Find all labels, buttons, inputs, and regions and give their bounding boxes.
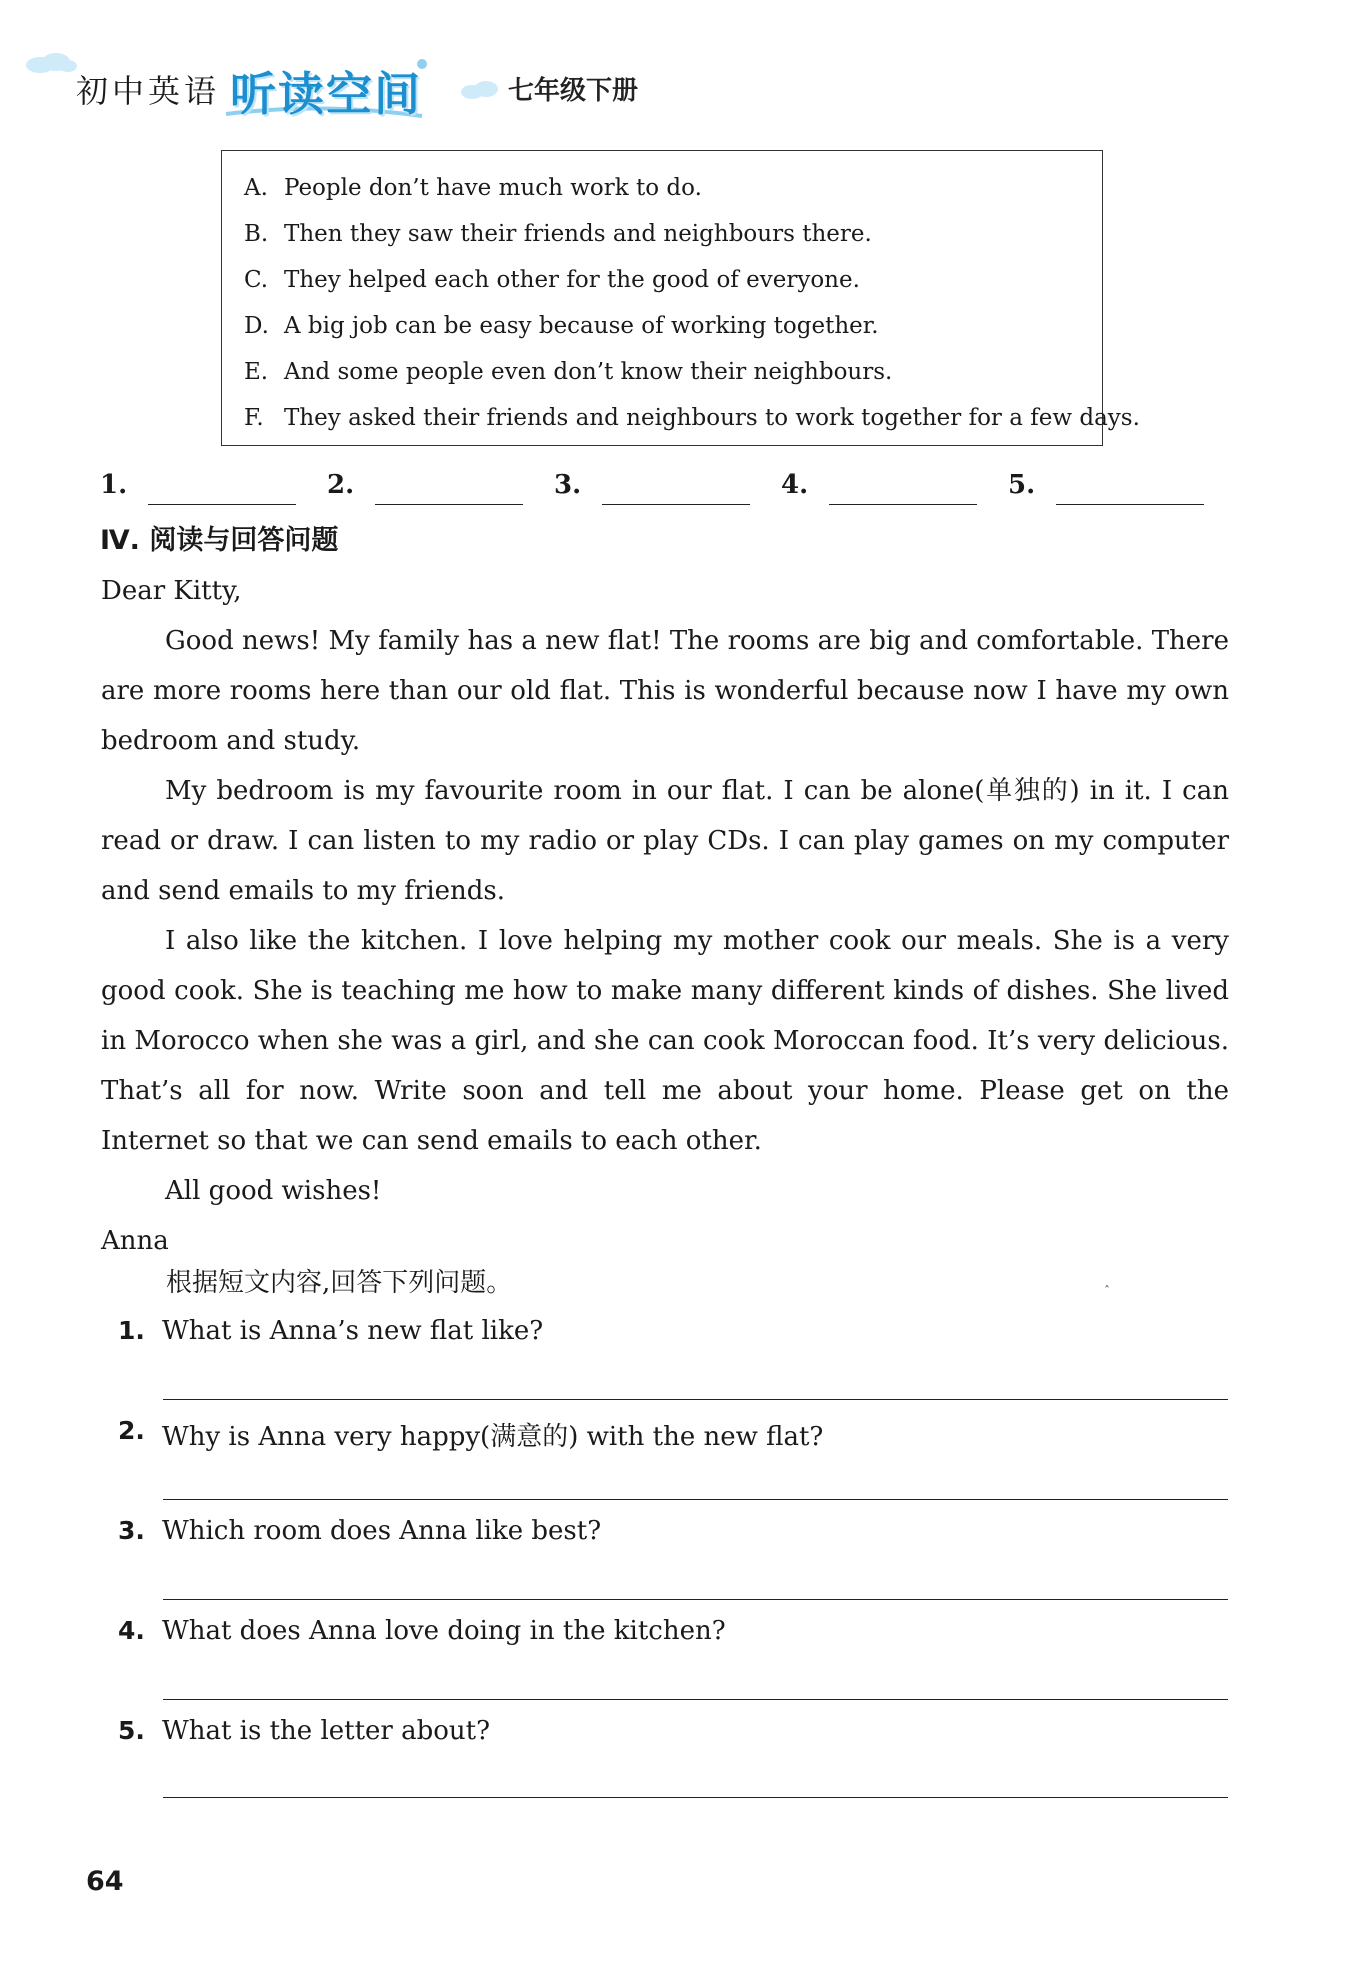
letter-paragraph: My bedroom is my favourite room in our flat. I can be alone(单独的) in it. I can read or draw. I can listen to my radio or play CDs. I can play games on my computer and send emails to my friends.: [101, 776, 1229, 906]
answer-blanks-row: [100, 468, 1230, 508]
question-text: Which room does Anna like best?: [162, 1516, 602, 1546]
blank-number: 5.: [1008, 470, 1036, 500]
answer-line[interactable]: [163, 1399, 1228, 1400]
answer-line[interactable]: [163, 1699, 1228, 1700]
options-box: [221, 150, 1140, 446]
letter-signature: Anna: [101, 1226, 169, 1256]
question-item: [118, 1516, 1228, 1576]
question-item: [118, 1416, 1228, 1476]
blank-number: 3.: [554, 470, 582, 500]
grade-label: 七年级下册: [508, 76, 639, 106]
option-text: People don’t have much work to do.: [284, 175, 702, 201]
page-number: 64: [86, 1866, 124, 1897]
blank-line: [602, 504, 750, 505]
options-list: [244, 165, 1140, 441]
question-text: What is the letter about?: [162, 1716, 491, 1746]
cloud-icon: [22, 52, 78, 74]
option-item: [244, 257, 1140, 303]
option-text: They asked their friends and neighbours to work together for a few days.: [284, 405, 1140, 431]
option-item: [244, 165, 1140, 211]
option-letter: F.: [244, 405, 264, 431]
option-letter: E.: [244, 359, 269, 385]
question-item: [118, 1716, 1228, 1776]
blank-number: 2.: [327, 470, 355, 500]
question-text: What is Anna’s new flat like?: [162, 1316, 544, 1346]
question-number: 1.: [118, 1316, 145, 1345]
option-text: They helped each other for the good of everyone.: [284, 267, 860, 293]
blank-line: [829, 504, 977, 505]
option-item: [244, 303, 1140, 349]
option-item: [244, 349, 1140, 395]
option-letter: C.: [244, 267, 269, 293]
letter-paragraph: I also like the kitchen. I love helping my mother cook our meals. She is a very good cook. She is teaching me how to make many different kinds of dishes. She lived in Morocco when she was a girl, and she can cook Moroccan food. It’s very delicious. That’s all for now. Write soon and tell me about your home. Please get on the Internet so that we can send emails to each other.: [101, 926, 1229, 1156]
option-text: A big job can be easy because of working together.: [284, 313, 879, 339]
answer-line[interactable]: [163, 1797, 1228, 1798]
option-item: [244, 211, 1140, 257]
question-text: Why is Anna very happy(满意的) with the new flat?: [162, 1422, 824, 1452]
question-item: [118, 1316, 1228, 1376]
blank-line: [148, 504, 296, 505]
section-title: Ⅳ. 阅读与回答问题: [100, 525, 339, 556]
letter-salutation: Dear Kitty,: [101, 576, 242, 606]
letter-passage: [101, 566, 1229, 1266]
question-number: 2.: [118, 1416, 145, 1445]
letter-paragraph: Good news! My family has a new flat! The rooms are big and comfortable. There are more rooms here than our old flat. This is wonderful because now I have my own bedroom and study.: [101, 626, 1229, 756]
option-letter: B.: [244, 221, 269, 247]
cloud-icon: [458, 78, 502, 102]
question-text: What does Anna love doing in the kitchen?: [162, 1616, 726, 1646]
option-letter: D.: [244, 313, 269, 339]
option-item: [244, 395, 1140, 441]
question-number: 4.: [118, 1616, 145, 1645]
answer-line[interactable]: [163, 1499, 1228, 1500]
option-letter: A.: [244, 175, 268, 201]
blank-line: [375, 504, 523, 505]
option-text: And some people even don’t know their neighbours.: [284, 359, 893, 385]
answer-line[interactable]: [163, 1599, 1228, 1600]
question-item: [118, 1616, 1228, 1676]
brand-logo: [222, 52, 432, 124]
questions-instruction: 根据短文内容,回答下列问题。: [166, 1268, 513, 1298]
book-title: 初中英语: [76, 72, 221, 110]
page-header: [22, 48, 1322, 128]
question-number: 5.: [118, 1716, 145, 1745]
brand-name: 听读空间: [230, 67, 422, 121]
blank-number: 4.: [781, 470, 809, 500]
question-number: 3.: [118, 1516, 145, 1545]
blank-number: 1.: [100, 470, 128, 500]
letter-closing: All good wishes!: [165, 1176, 382, 1206]
stray-mark-icon: ˆ: [1104, 1284, 1110, 1298]
blank-line: [1056, 504, 1204, 505]
option-text: Then they saw their friends and neighbours there.: [284, 221, 872, 247]
